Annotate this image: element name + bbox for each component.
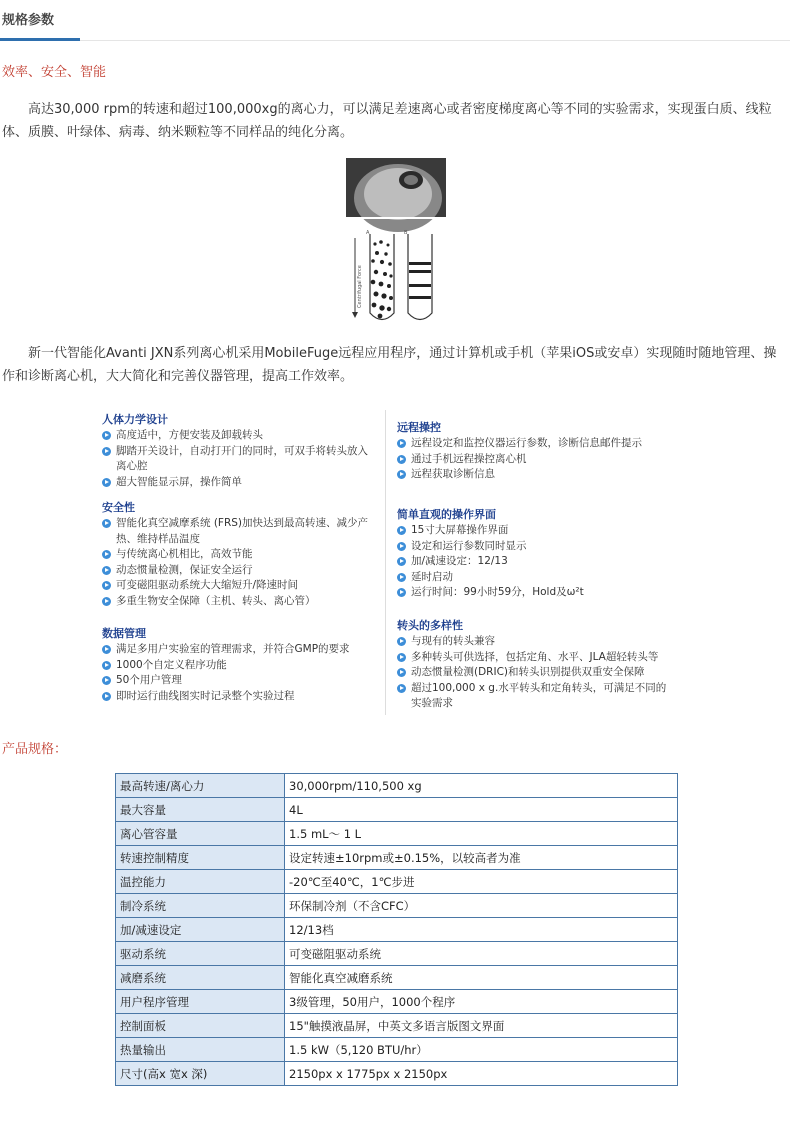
feature-item: 即时运行曲线图实时记录整个实验过程 [102, 689, 374, 705]
feature-item: 15寸大屏幕操作界面 [397, 523, 672, 539]
mobilefuge-paragraph: 新一代智能化Avanti JXN系列离心机采用MobileFuge远程应用程序，通过计算机或手机（苹果iOS或安卓）实现随时随地管理、操作和诊断离心机，大大简化和完善仪器管理，提高工作效率。 [2, 346, 777, 384]
feature-item: 高度适中，方便安装及卸载转头 [102, 428, 374, 444]
feature-item: 多重生物安全保障（主机、转头、离心管） [102, 594, 374, 610]
feature-item: 超大智能显示屏，操作简单 [102, 475, 374, 491]
feature-group-remote-control [397, 420, 672, 483]
tab-active-indicator [0, 38, 80, 41]
spec-table [115, 773, 678, 1086]
features-divider [385, 410, 386, 715]
bullet-arrow-icon [397, 455, 406, 464]
spec-key: 离心管容量 [116, 822, 285, 846]
spec-key: 最高转速/离心力 [116, 774, 285, 798]
product-specs-heading: 产品规格： [2, 742, 68, 757]
table-row [116, 798, 678, 822]
bullet-arrow-icon [102, 597, 111, 606]
section-heading-efficiency: 效率、安全、智能 [2, 65, 107, 80]
spec-value: 设定转速±10rpm或±0.15%，以较高者为准 [285, 846, 678, 870]
bullet-arrow-icon [397, 526, 406, 535]
feature-item: 通过手机远程操控离心机 [397, 452, 672, 468]
bullet-arrow-icon [397, 557, 406, 566]
feature-item: 加/减速设定：12/13 [397, 554, 672, 570]
figure-label-a: A [366, 230, 370, 236]
bullet-arrow-icon [102, 581, 111, 590]
spec-key: 转速控制精度 [116, 846, 285, 870]
feature-item: 动态惯量检测，保证安全运行 [102, 563, 374, 579]
spec-key: 控制面板 [116, 1014, 285, 1038]
figure-label-b: B [404, 230, 408, 236]
bullet-arrow-icon [397, 439, 406, 448]
tab-bar [0, 0, 790, 41]
feature-item: 与传统离心机相比，高效节能 [102, 547, 374, 563]
spec-key: 温控能力 [116, 870, 285, 894]
spec-value: 4L [285, 798, 678, 822]
table-row [116, 966, 678, 990]
feature-group-title: 安全性 [102, 501, 135, 514]
bullet-arrow-icon [397, 573, 406, 582]
feature-group-title: 远程操控 [397, 421, 441, 434]
spec-value: 2150px x 1775px x 2150px [285, 1062, 678, 1086]
feature-item: 延时启动 [397, 570, 672, 586]
spec-key: 用户程序管理 [116, 990, 285, 1014]
feature-group-rotor-diversity [397, 618, 672, 712]
bullet-arrow-icon [102, 431, 111, 440]
bullet-arrow-icon [102, 550, 111, 559]
bullet-arrow-icon [102, 676, 111, 685]
spec-value: 1.5 mL～ 1 L [285, 822, 678, 846]
table-row [116, 1014, 678, 1038]
bullet-arrow-icon [397, 542, 406, 551]
features-panel [102, 410, 672, 715]
table-row [116, 942, 678, 966]
feature-item: 多种转头可供选择，包括定角、水平、JLA超轻转头等 [397, 650, 672, 666]
feature-group-title: 简单直观的操作界面 [397, 508, 496, 521]
feature-group-data-management [102, 626, 374, 704]
spec-key: 加/减速设定 [116, 918, 285, 942]
bullet-arrow-icon [397, 637, 406, 646]
bullet-arrow-icon [102, 478, 111, 487]
spec-value: -20℃至40℃，1℃步进 [285, 870, 678, 894]
bullet-arrow-icon [102, 519, 111, 528]
bullet-arrow-icon [397, 668, 406, 677]
spec-value: 3级管理，50用户，1000个程序 [285, 990, 678, 1014]
spec-value: 30,000rpm/110,500 xg [285, 774, 678, 798]
feature-item: 设定和运行参数同时显示 [397, 539, 672, 555]
tab-spec-params[interactable]: 规格参数 [2, 13, 55, 28]
spec-key: 最大容量 [116, 798, 285, 822]
spec-value: 可变磁阻驱动系统 [285, 942, 678, 966]
table-row [116, 870, 678, 894]
feature-item: 远程设定和监控仪器运行参数，诊断信息邮件提示 [397, 436, 672, 452]
spec-key: 热量输出 [116, 1038, 285, 1062]
spec-key: 驱动系统 [116, 942, 285, 966]
feature-item: 50个用户管理 [102, 673, 374, 689]
spec-key: 减磨系统 [116, 966, 285, 990]
feature-item: 远程获取诊断信息 [397, 467, 672, 483]
feature-item: 智能化真空减摩系统 (FRS)加快达到最高转速、减少产热、维持样品温度 [102, 516, 374, 547]
feature-group-title: 人体力学设计 [102, 413, 168, 426]
feature-group-safety [102, 500, 374, 609]
bullet-arrow-icon [397, 588, 406, 597]
feature-item: 与现有的转头兼容 [397, 634, 672, 650]
bullet-arrow-icon [102, 566, 111, 575]
centrifuge-rotor-image [346, 158, 446, 326]
feature-item: 满足多用户实验室的管理需求，并符合GMP的要求 [102, 642, 374, 658]
table-row [116, 1038, 678, 1062]
bullet-arrow-icon [397, 684, 406, 693]
feature-group-ergonomics [102, 412, 374, 490]
feature-item: 运行时间：99小时59分，Hold及ω²t [397, 585, 672, 601]
spec-key: 尺寸(高x 宽x 深) [116, 1062, 285, 1086]
table-row [116, 918, 678, 942]
feature-item: 可变磁阻驱动系统大大缩短升/降速时间 [102, 578, 374, 594]
table-row [116, 846, 678, 870]
table-row [116, 774, 678, 798]
feature-group-title: 转头的多样性 [397, 619, 463, 632]
feature-item: 超过100,000 x g.水平转头和定角转头，可满足不同的实验需求 [397, 681, 672, 712]
bullet-arrow-icon [397, 653, 406, 662]
table-row [116, 990, 678, 1014]
bullet-arrow-icon [102, 447, 111, 456]
feature-item: 1000个自定义程序功能 [102, 658, 374, 674]
intro-paragraph: 高达30,000 rpm的转速和超过100,000xg的离心力，可以满足差速离心或者密度梯度离心等不同的实验需求，实现蛋白质、线粒体、质膜、叶绿体、病毒、纳米颗粒等不同样品的纯化分离。 [2, 102, 772, 140]
table-row [116, 822, 678, 846]
bullet-arrow-icon [102, 692, 111, 701]
spec-value: 12/13档 [285, 918, 678, 942]
table-row [116, 1062, 678, 1086]
feature-item: 脚踏开关设计，自动打开门的同时，可双手将转头放入离心腔 [102, 444, 374, 475]
feature-group-title: 数据管理 [102, 627, 146, 640]
bullet-arrow-icon [102, 645, 111, 654]
bullet-arrow-icon [397, 470, 406, 479]
figure-axis-label: Centrifugal Force [357, 265, 363, 308]
bullet-arrow-icon [102, 661, 111, 670]
spec-value: 环保制冷剂（不含CFC） [285, 894, 678, 918]
spec-key: 制冷系统 [116, 894, 285, 918]
table-row [116, 894, 678, 918]
spec-value: 15"触摸液晶屏，中英文多语言版图文界面 [285, 1014, 678, 1038]
spec-value: 1.5 kW（5,120 BTU/hr） [285, 1038, 678, 1062]
feature-group-interface [397, 507, 672, 601]
spec-value: 智能化真空减磨系统 [285, 966, 678, 990]
feature-item: 动态惯量检测(DRIC)和转头识别提供双重安全保障 [397, 665, 672, 681]
